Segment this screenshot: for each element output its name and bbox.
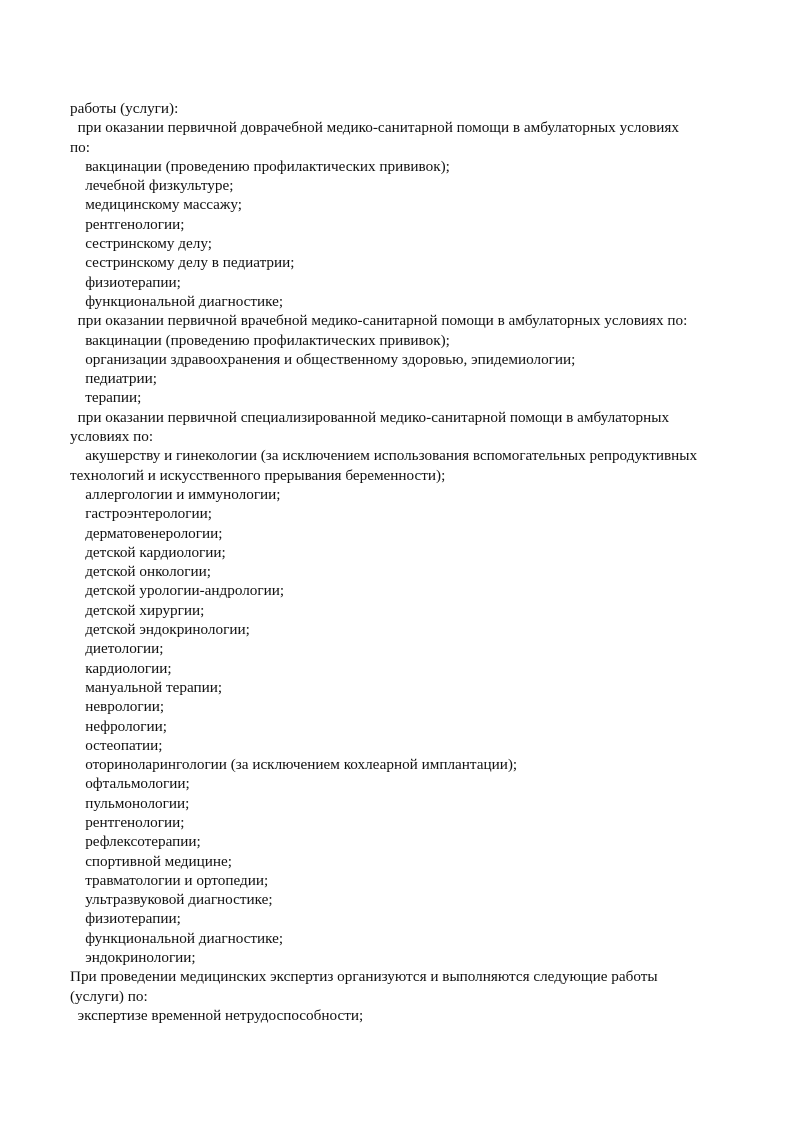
text-line: функциональной диагностике; [70, 929, 284, 947]
text-line: при оказании первичной врачебной медико-санитарной помощи в амбулаторных условиях по: [70, 312, 688, 330]
text-line: терапии; [70, 389, 142, 407]
text-line: дерматовенерологии; [70, 524, 223, 542]
text-line: вакцинации (проведению профилактических прививок); [70, 157, 450, 175]
text-line: травматологии и ортопедии; [70, 871, 269, 889]
text-line: функциональной диагностике; [70, 292, 284, 310]
text-line: кардиологии; [70, 659, 172, 677]
text-line: при оказании первичной доврачебной медико-санитарной помощи в амбулаторных условиях [70, 119, 679, 137]
text-line: При проведении медицинских экспертиз организуются и выполняются следующие работы [70, 968, 658, 986]
text-line: детской онкологии; [70, 563, 211, 581]
text-line: работы (услуги): [70, 100, 179, 117]
text-line: пульмонологии; [70, 794, 190, 812]
text-line: детской кардиологии; [70, 543, 226, 561]
text-line: нефрологии; [70, 717, 167, 735]
text-line: неврологии; [70, 698, 165, 716]
text-line: педиатрии; [70, 370, 157, 388]
text-line: диетологии; [70, 640, 164, 658]
text-line: оториноларингологии (за исключением кохлеарной имплантации); [70, 756, 518, 774]
text-line: аллергологии и иммунологии; [70, 485, 281, 503]
text-line: (услуги) по: [70, 987, 148, 1005]
text-line: вакцинации (проведению профилактических прививок); [70, 331, 450, 349]
text-line: организации здравоохранения и общественному здоровью, эпидемиологии; [70, 350, 576, 368]
text-line: спортивной медицине; [70, 852, 232, 870]
text-line: медицинскому массажу; [70, 196, 242, 214]
text-line: физиотерапии; [70, 273, 181, 291]
text-line: ультразвуковой диагностике; [70, 891, 273, 909]
text-line: мануальной терапии; [70, 678, 223, 696]
text-line: сестринскому делу; [70, 235, 212, 253]
text-line: лечебной физкультуре; [70, 177, 234, 195]
text-line: по: [70, 138, 90, 156]
text-line: рентгенологии; [70, 813, 185, 831]
text-line: технологий и искусственного прерывания беременности); [70, 466, 446, 484]
text-line: остеопатии; [70, 736, 163, 754]
text-line: рентгенологии; [70, 215, 185, 233]
document-body [70, 99, 738, 1025]
text-line: детской эндокринологии; [70, 621, 250, 639]
text-line: экспертизе временной нетрудоспособности; [70, 1006, 364, 1024]
text-line: акушерству и гинекологии (за исключением использования вспомогательных репродуктивных [70, 447, 698, 465]
text-line: при оказании первичной специализированной медико-санитарной помощи в амбулаторных [70, 408, 670, 426]
text-line: сестринскому делу в педиатрии; [70, 254, 295, 272]
text-line: детской урологии-андрологии; [70, 582, 285, 600]
text-line: эндокринологии; [70, 949, 196, 967]
text-line: гастроэнтерологии; [70, 505, 212, 523]
text-line: детской хирургии; [70, 601, 205, 619]
text-line: физиотерапии; [70, 910, 181, 928]
text-line: условиях по: [70, 428, 154, 446]
text-line: рефлексотерапии; [70, 833, 201, 851]
text-line: офтальмологии; [70, 775, 190, 793]
